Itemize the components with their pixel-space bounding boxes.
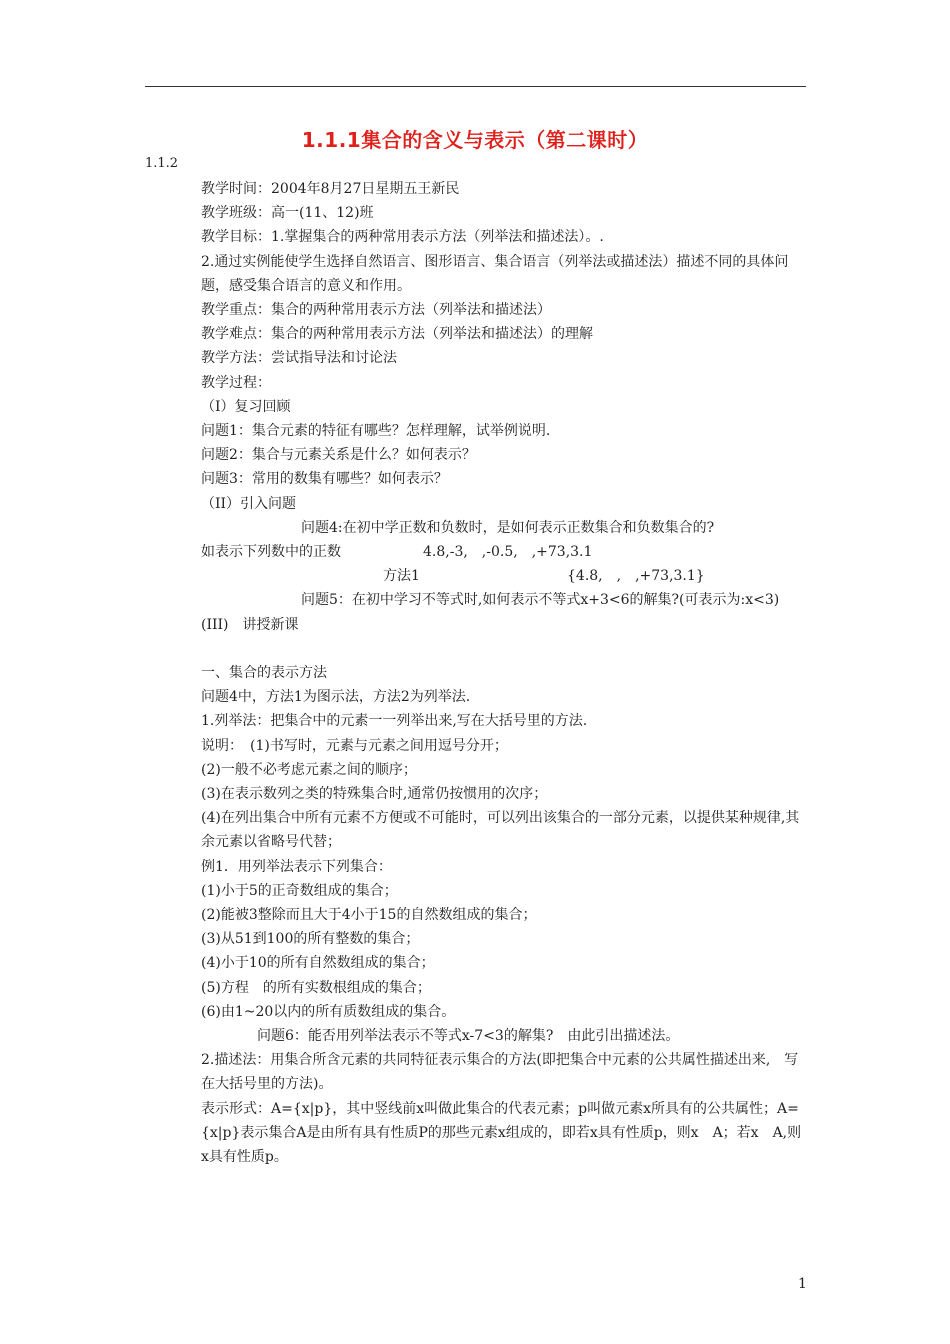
document-body xyxy=(201,177,807,1169)
method-1-set: {4.8, , ,+73,3.1} xyxy=(567,568,705,585)
section-number: 1.1.2 xyxy=(145,156,179,171)
teaching-key-point: 教学重点：集合的两种常用表示方法（列举法和描述法） xyxy=(201,302,551,319)
question-5: 问题5：在初中学习不等式时,如何表示不等式x+3<6的解集?(可表示为:x<3) xyxy=(301,592,780,609)
example-1-heading: 例1．用列举法表示下列集合： xyxy=(201,858,392,875)
example-1-item-5: (5)方程 的所有实数根组成的集合； xyxy=(201,979,431,996)
note-3: (3)在表示数列之类的特殊集合时,通常仍按惯用的次序； xyxy=(201,786,548,803)
question-4: 问题4:在初中学正数和负数时，是如何表示正数集合和负数集合的? xyxy=(301,519,715,536)
teaching-difficulty: 教学难点：集合的两种常用表示方法（列举法和描述法）的理解 xyxy=(201,326,593,343)
teaching-process: 教学过程： xyxy=(201,374,271,391)
question-6: 问题6：能否用列举法表示不等式x-7<3的解集? 由此引出描述法。 xyxy=(257,1028,680,1045)
example-1-item-4: (4)小于10的所有自然数组成的集合； xyxy=(201,955,435,972)
question-3: 问题3：常用的数集有哪些？如何表示？ xyxy=(201,471,448,488)
example-1-item-1: (1)小于5的正奇数组成的集合； xyxy=(201,882,398,899)
page-number: 1 xyxy=(798,1276,807,1292)
method-1-line xyxy=(201,564,807,588)
question-4-note: 问题4中，方法1为图示法，方法2为列举法. xyxy=(201,689,471,706)
teaching-goal-2: 2.通过实例能使学生选择自然语言、图形语言、集合语言（列举法或描述法）描述不同的具体问题，感受集合语言的意义和作用。 xyxy=(201,253,789,294)
review-heading: （I）复习回顾 xyxy=(201,398,291,415)
document-title: 1.1.1集合的含义与表示（第二课时） xyxy=(301,128,649,152)
note-2: (2)一般不必考虑元素之间的顺序； xyxy=(201,761,417,778)
question-4-example xyxy=(201,540,807,564)
description-definition: 2.描述法：用集合所含元素的共同特征表示集合的方法(即把集合中元素的公共属性描述出来, 写在大括号里的方法)。 xyxy=(201,1052,799,1093)
note-1: 说明： (1)书写时，元素与元素之间用逗号分开； xyxy=(201,737,508,754)
section-1-heading: 一、集合的表示方法 xyxy=(201,665,327,682)
example-values: 4.8,-3, ,-0.5, ,+73,3.1 xyxy=(423,544,593,561)
question-2: 问题2：集合与元素关系是什么？如何表示？ xyxy=(201,447,476,464)
enumeration-definition: 1.列举法：把集合中的元素一一列举出来,写在大括号里的方法. xyxy=(201,713,588,730)
teaching-goal-1: 教学目标：1.掌握集合的两种常用表示方法（列举法和描述法）。. xyxy=(201,229,604,246)
teaching-method: 教学方法：尝试指导法和讨论法 xyxy=(201,350,397,367)
intro-heading: （II）引入问题 xyxy=(201,495,297,512)
teaching-class: 教学班级：高一(11、12)班 xyxy=(201,205,374,222)
example-1-item-6: (6)由1~20以内的所有质数组成的集合。 xyxy=(201,1003,456,1020)
example-1-item-3: (3)从51到100的所有整数的集合； xyxy=(201,931,420,948)
method-1-label: 方法1 xyxy=(383,568,420,585)
header-rule xyxy=(145,86,806,87)
note-4: (4)在列出集合中所有元素不方便或不可能时，可以列出该集合的一部分元素，以提供某种规律,其余元素以省略号代替； xyxy=(201,810,800,851)
blank-line xyxy=(201,637,807,661)
teaching-time: 教学时间：2004年8月27日星期五王新民 xyxy=(201,181,460,197)
new-lesson-heading: (III) 讲授新课 xyxy=(201,616,299,633)
example-label: 如表示下列数中的正数 xyxy=(201,544,341,561)
example-1-item-2: (2)能被3整除而且大于4小于15的自然数组成的集合； xyxy=(201,907,537,924)
question-1: 问题1：集合元素的特征有哪些？怎样理解，试举例说明. xyxy=(201,423,551,440)
description-form: 表示形式：A={x|p}，其中竖线前x叫做此集合的代表元素；p叫做元素x所具有的公共属性；A={x|p}表示集合A是由所有具有性质P的那些元素x组成的，即若x具有性质p，则x A；若x A,则x具有性质p。 xyxy=(201,1100,802,1166)
